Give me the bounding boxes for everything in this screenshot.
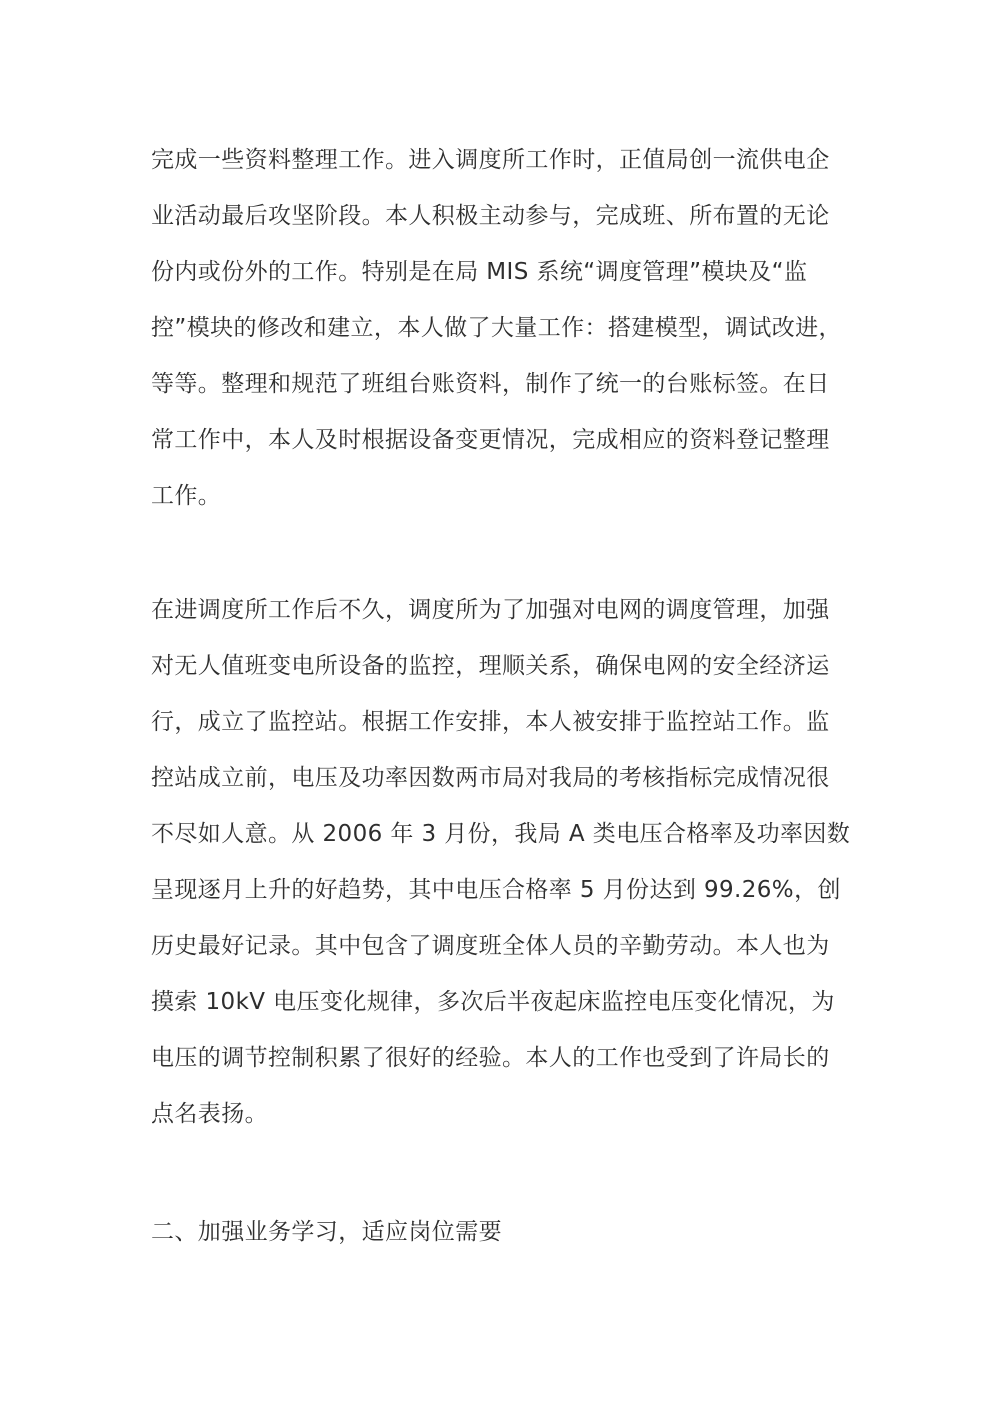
paragraph-line: 对无人值班变电所设备的监控，理顺关系，确保电网的安全经济运 (151, 653, 830, 679)
paragraph-line: 电压的调节控制积累了很好的经验。本人的工作也受到了许局长的 (151, 1045, 830, 1071)
paragraph-line: 等等。整理和规范了班组台账资料，制作了统一的台账标签。在日 (151, 371, 830, 397)
paragraph-line: 完成一些资料整理工作。进入调度所工作时，正值局创一流供电企 (151, 147, 830, 173)
paragraph-line: 不尽如人意。从 2006 年 3 月份，我局 A 类电压合格率及功率因数 (151, 821, 851, 847)
paragraph-line: 业活动最后攻坚阶段。本人积极主动参与，完成班、所布置的无论 (151, 203, 830, 229)
paragraph-line: 点名表扬。 (151, 1101, 268, 1127)
paragraph-line: 控站成立前，电压及功率因数两市局对我局的考核指标完成情况很 (151, 765, 830, 791)
paragraph-line: 在进调度所工作后不久，调度所为了加强对电网的调度管理，加强 (151, 597, 830, 623)
paragraph-line: 份内或份外的工作。特别是在局 MIS 系统“调度管理”模块及“监 (151, 259, 808, 285)
paragraph-line: 行，成立了监控站。根据工作安排，本人被安排于监控站工作。监 (151, 709, 830, 735)
paragraph-line: 摸索 10kV 电压变化规律，多次后半夜起床监控电压变化情况，为 (151, 989, 835, 1015)
paragraph-line: 常工作中，本人及时根据设备变更情况，完成相应的资料登记整理 (151, 427, 830, 453)
paragraph-line: 控”模块的修改和建立，本人做了大量工作：搭建模型，调试改进， (151, 315, 842, 341)
section-heading: 二、加强业务学习，适应岗位需要 (151, 1219, 502, 1245)
paragraph-line: 工作。 (151, 483, 222, 509)
paragraph-line: 呈现逐月上升的好趋势，其中电压合格率 5 月份达到 99.26%，创 (151, 877, 841, 903)
paragraph-line: 历史最好记录。其中包含了调度班全体人员的辛勤劳动。本人也为 (151, 933, 830, 959)
